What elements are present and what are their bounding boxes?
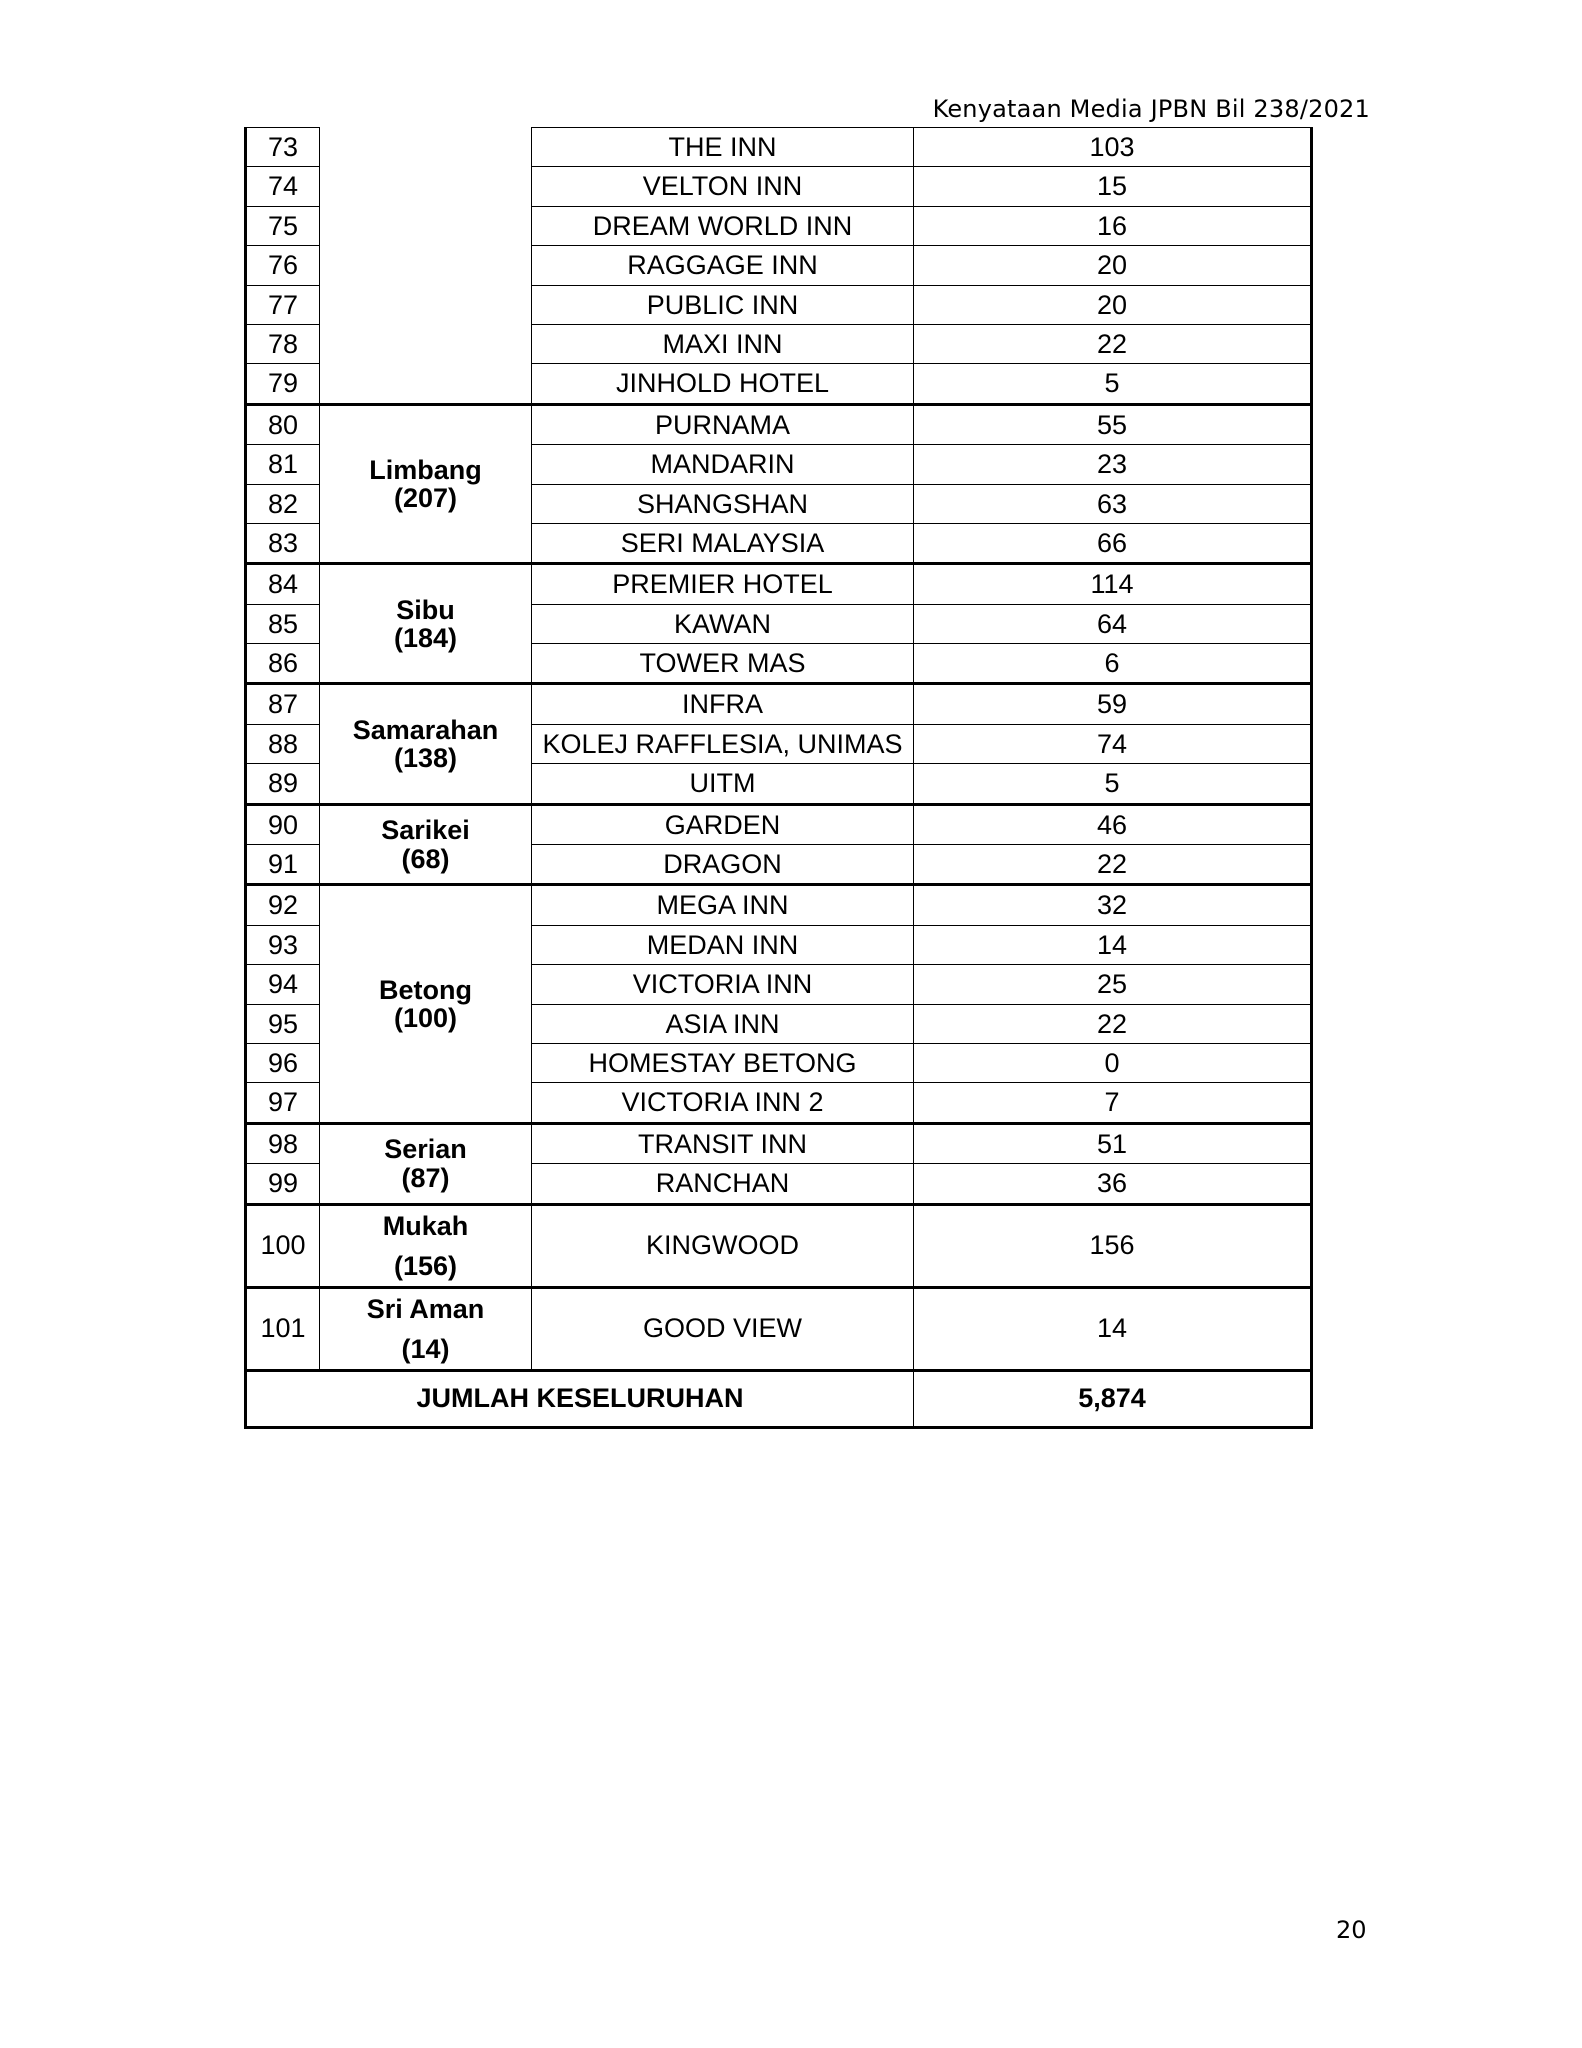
row-number-cell: 80 <box>246 404 320 444</box>
centre-name-cell: RANCHAN <box>532 1164 914 1204</box>
district-name: Betong <box>379 974 472 1005</box>
district-name: Sri Aman <box>366 1293 485 1324</box>
row-number-cell: 97 <box>246 1083 320 1123</box>
centre-name-cell: VELTON INN <box>532 167 914 206</box>
centre-name-cell: INFRA <box>532 684 914 724</box>
centre-name-cell: MEDAN INN <box>532 925 914 964</box>
occupant-count-cell: 74 <box>914 724 1312 763</box>
grand-total-value: 5,874 <box>914 1370 1312 1427</box>
occupant-count-cell: 46 <box>914 804 1312 844</box>
table-row <box>246 128 1312 167</box>
occupant-count-cell: 32 <box>914 885 1312 925</box>
centre-name-cell: GARDEN <box>532 804 914 844</box>
row-number-cell: 94 <box>246 965 320 1004</box>
district-name: Sibu <box>396 594 455 625</box>
district-total: (68) <box>401 843 450 874</box>
centre-name-cell: SERI MALAYSIA <box>532 523 914 563</box>
occupant-count-cell: 22 <box>914 845 1312 885</box>
occupant-count-cell: 22 <box>914 324 1312 363</box>
centre-name-cell: DREAM WORLD INN <box>532 206 914 245</box>
occupant-count-cell: 5 <box>914 764 1312 804</box>
centre-name-cell: RAGGAGE INN <box>532 246 914 285</box>
centre-name-cell: ASIA INN <box>532 1004 914 1043</box>
row-number-cell: 90 <box>246 804 320 844</box>
centre-name-cell: TOWER MAS <box>532 644 914 684</box>
centre-name-cell: KINGWOOD <box>532 1204 914 1287</box>
district-cell <box>320 684 532 804</box>
district-cell <box>320 1287 532 1370</box>
row-number-cell: 98 <box>246 1123 320 1163</box>
district-total: (138) <box>393 743 458 774</box>
centre-name-cell: MAXI INN <box>532 324 914 363</box>
occupant-count-cell: 7 <box>914 1083 1312 1123</box>
row-number-cell: 77 <box>246 285 320 324</box>
occupant-count-cell: 36 <box>914 1164 1312 1204</box>
centre-name-cell: KOLEJ RAFFLESIA, UNIMAS <box>532 724 914 763</box>
occupant-count-cell: 64 <box>914 604 1312 643</box>
district-name: Mukah <box>382 1210 469 1241</box>
centre-name-cell: VICTORIA INN <box>532 965 914 1004</box>
district-name: Samarahan <box>352 714 499 745</box>
row-number-cell: 101 <box>246 1287 320 1370</box>
occupant-count-cell: 14 <box>914 1287 1312 1370</box>
occupant-count-cell: 63 <box>914 484 1312 523</box>
district-cell <box>320 804 532 885</box>
centre-name-cell: GOOD VIEW <box>532 1287 914 1370</box>
centre-name-cell: PREMIER HOTEL <box>532 564 914 604</box>
row-number-cell: 96 <box>246 1043 320 1082</box>
occupant-count-cell: 25 <box>914 965 1312 1004</box>
row-number-cell: 76 <box>246 246 320 285</box>
table-row <box>246 885 1312 925</box>
row-number-cell: 79 <box>246 364 320 404</box>
occupant-count-cell: 14 <box>914 925 1312 964</box>
row-number-cell: 81 <box>246 445 320 484</box>
document-header: Kenyataan Media JPBN Bil 238/2021 <box>932 95 1370 123</box>
centre-name-cell: VICTORIA INN 2 <box>532 1083 914 1123</box>
table-row <box>246 1123 1312 1163</box>
occupant-count-cell: 23 <box>914 445 1312 484</box>
occupant-count-cell: 103 <box>914 128 1312 167</box>
centre-name-cell: UITM <box>532 764 914 804</box>
occupant-count-cell: 5 <box>914 364 1312 404</box>
district-total: (100) <box>393 1003 458 1034</box>
row-number-cell: 86 <box>246 644 320 684</box>
table-row <box>246 684 1312 724</box>
table-row <box>246 804 1312 844</box>
row-number-cell: 83 <box>246 523 320 563</box>
occupant-count-cell: 0 <box>914 1043 1312 1082</box>
occupant-count-cell: 59 <box>914 684 1312 724</box>
row-number-cell: 93 <box>246 925 320 964</box>
district-cell <box>320 1123 532 1204</box>
row-number-cell: 89 <box>246 764 320 804</box>
occupant-count-cell: 22 <box>914 1004 1312 1043</box>
page-number: 20 <box>1336 1916 1367 1944</box>
district-name: Sarikei <box>381 815 470 846</box>
centre-name-cell: PURNAMA <box>532 404 914 444</box>
district-cell <box>320 564 532 684</box>
occupant-count-cell: 15 <box>914 167 1312 206</box>
row-number-cell: 87 <box>246 684 320 724</box>
centre-name-cell: KAWAN <box>532 604 914 643</box>
centre-name-cell: HOMESTAY BETONG <box>532 1043 914 1082</box>
occupant-count-cell: 20 <box>914 285 1312 324</box>
district-cell <box>320 885 532 1123</box>
row-number-cell: 100 <box>246 1204 320 1287</box>
row-number-cell: 99 <box>246 1164 320 1204</box>
table-body <box>246 128 1312 1371</box>
table-row <box>246 564 1312 604</box>
row-number-cell: 95 <box>246 1004 320 1043</box>
district-cell <box>320 128 532 405</box>
centre-name-cell: DRAGON <box>532 845 914 885</box>
centre-name-cell: TRANSIT INN <box>532 1123 914 1163</box>
grand-total-row <box>246 1370 1312 1427</box>
row-number-cell: 78 <box>246 324 320 363</box>
occupant-count-cell: 20 <box>914 246 1312 285</box>
centre-name-cell: THE INN <box>532 128 914 167</box>
district-total: (156) <box>393 1250 458 1281</box>
row-number-cell: 82 <box>246 484 320 523</box>
district-total: (184) <box>393 622 458 653</box>
row-number-cell: 85 <box>246 604 320 643</box>
row-number-cell: 74 <box>246 167 320 206</box>
table-row <box>246 1204 1312 1287</box>
row-number-cell: 91 <box>246 845 320 885</box>
district-name: Limbang <box>369 454 482 485</box>
table-row <box>246 1287 1312 1370</box>
district-cell <box>320 404 532 564</box>
row-number-cell: 75 <box>246 206 320 245</box>
row-number-cell: 92 <box>246 885 320 925</box>
centre-name-cell: MANDARIN <box>532 445 914 484</box>
district-total: (87) <box>401 1162 450 1193</box>
district-total: (207) <box>393 483 458 514</box>
centre-name-cell: MEGA INN <box>532 885 914 925</box>
centre-name-cell: SHANGSHAN <box>532 484 914 523</box>
occupant-count-cell: 114 <box>914 564 1312 604</box>
district-cell <box>320 1204 532 1287</box>
occupant-count-cell: 156 <box>914 1204 1312 1287</box>
district-name: Serian <box>384 1134 467 1165</box>
quarantine-centres-table <box>244 127 1313 1429</box>
centre-name-cell: JINHOLD HOTEL <box>532 364 914 404</box>
occupant-count-cell: 55 <box>914 404 1312 444</box>
occupant-count-cell: 51 <box>914 1123 1312 1163</box>
occupant-count-cell: 6 <box>914 644 1312 684</box>
table-row <box>246 404 1312 444</box>
district-total: (14) <box>401 1333 450 1364</box>
occupant-count-cell: 66 <box>914 523 1312 563</box>
row-number-cell: 88 <box>246 724 320 763</box>
grand-total-label: JUMLAH KESELURUHAN <box>246 1370 914 1427</box>
row-number-cell: 73 <box>246 128 320 167</box>
row-number-cell: 84 <box>246 564 320 604</box>
centre-name-cell: PUBLIC INN <box>532 285 914 324</box>
occupant-count-cell: 16 <box>914 206 1312 245</box>
